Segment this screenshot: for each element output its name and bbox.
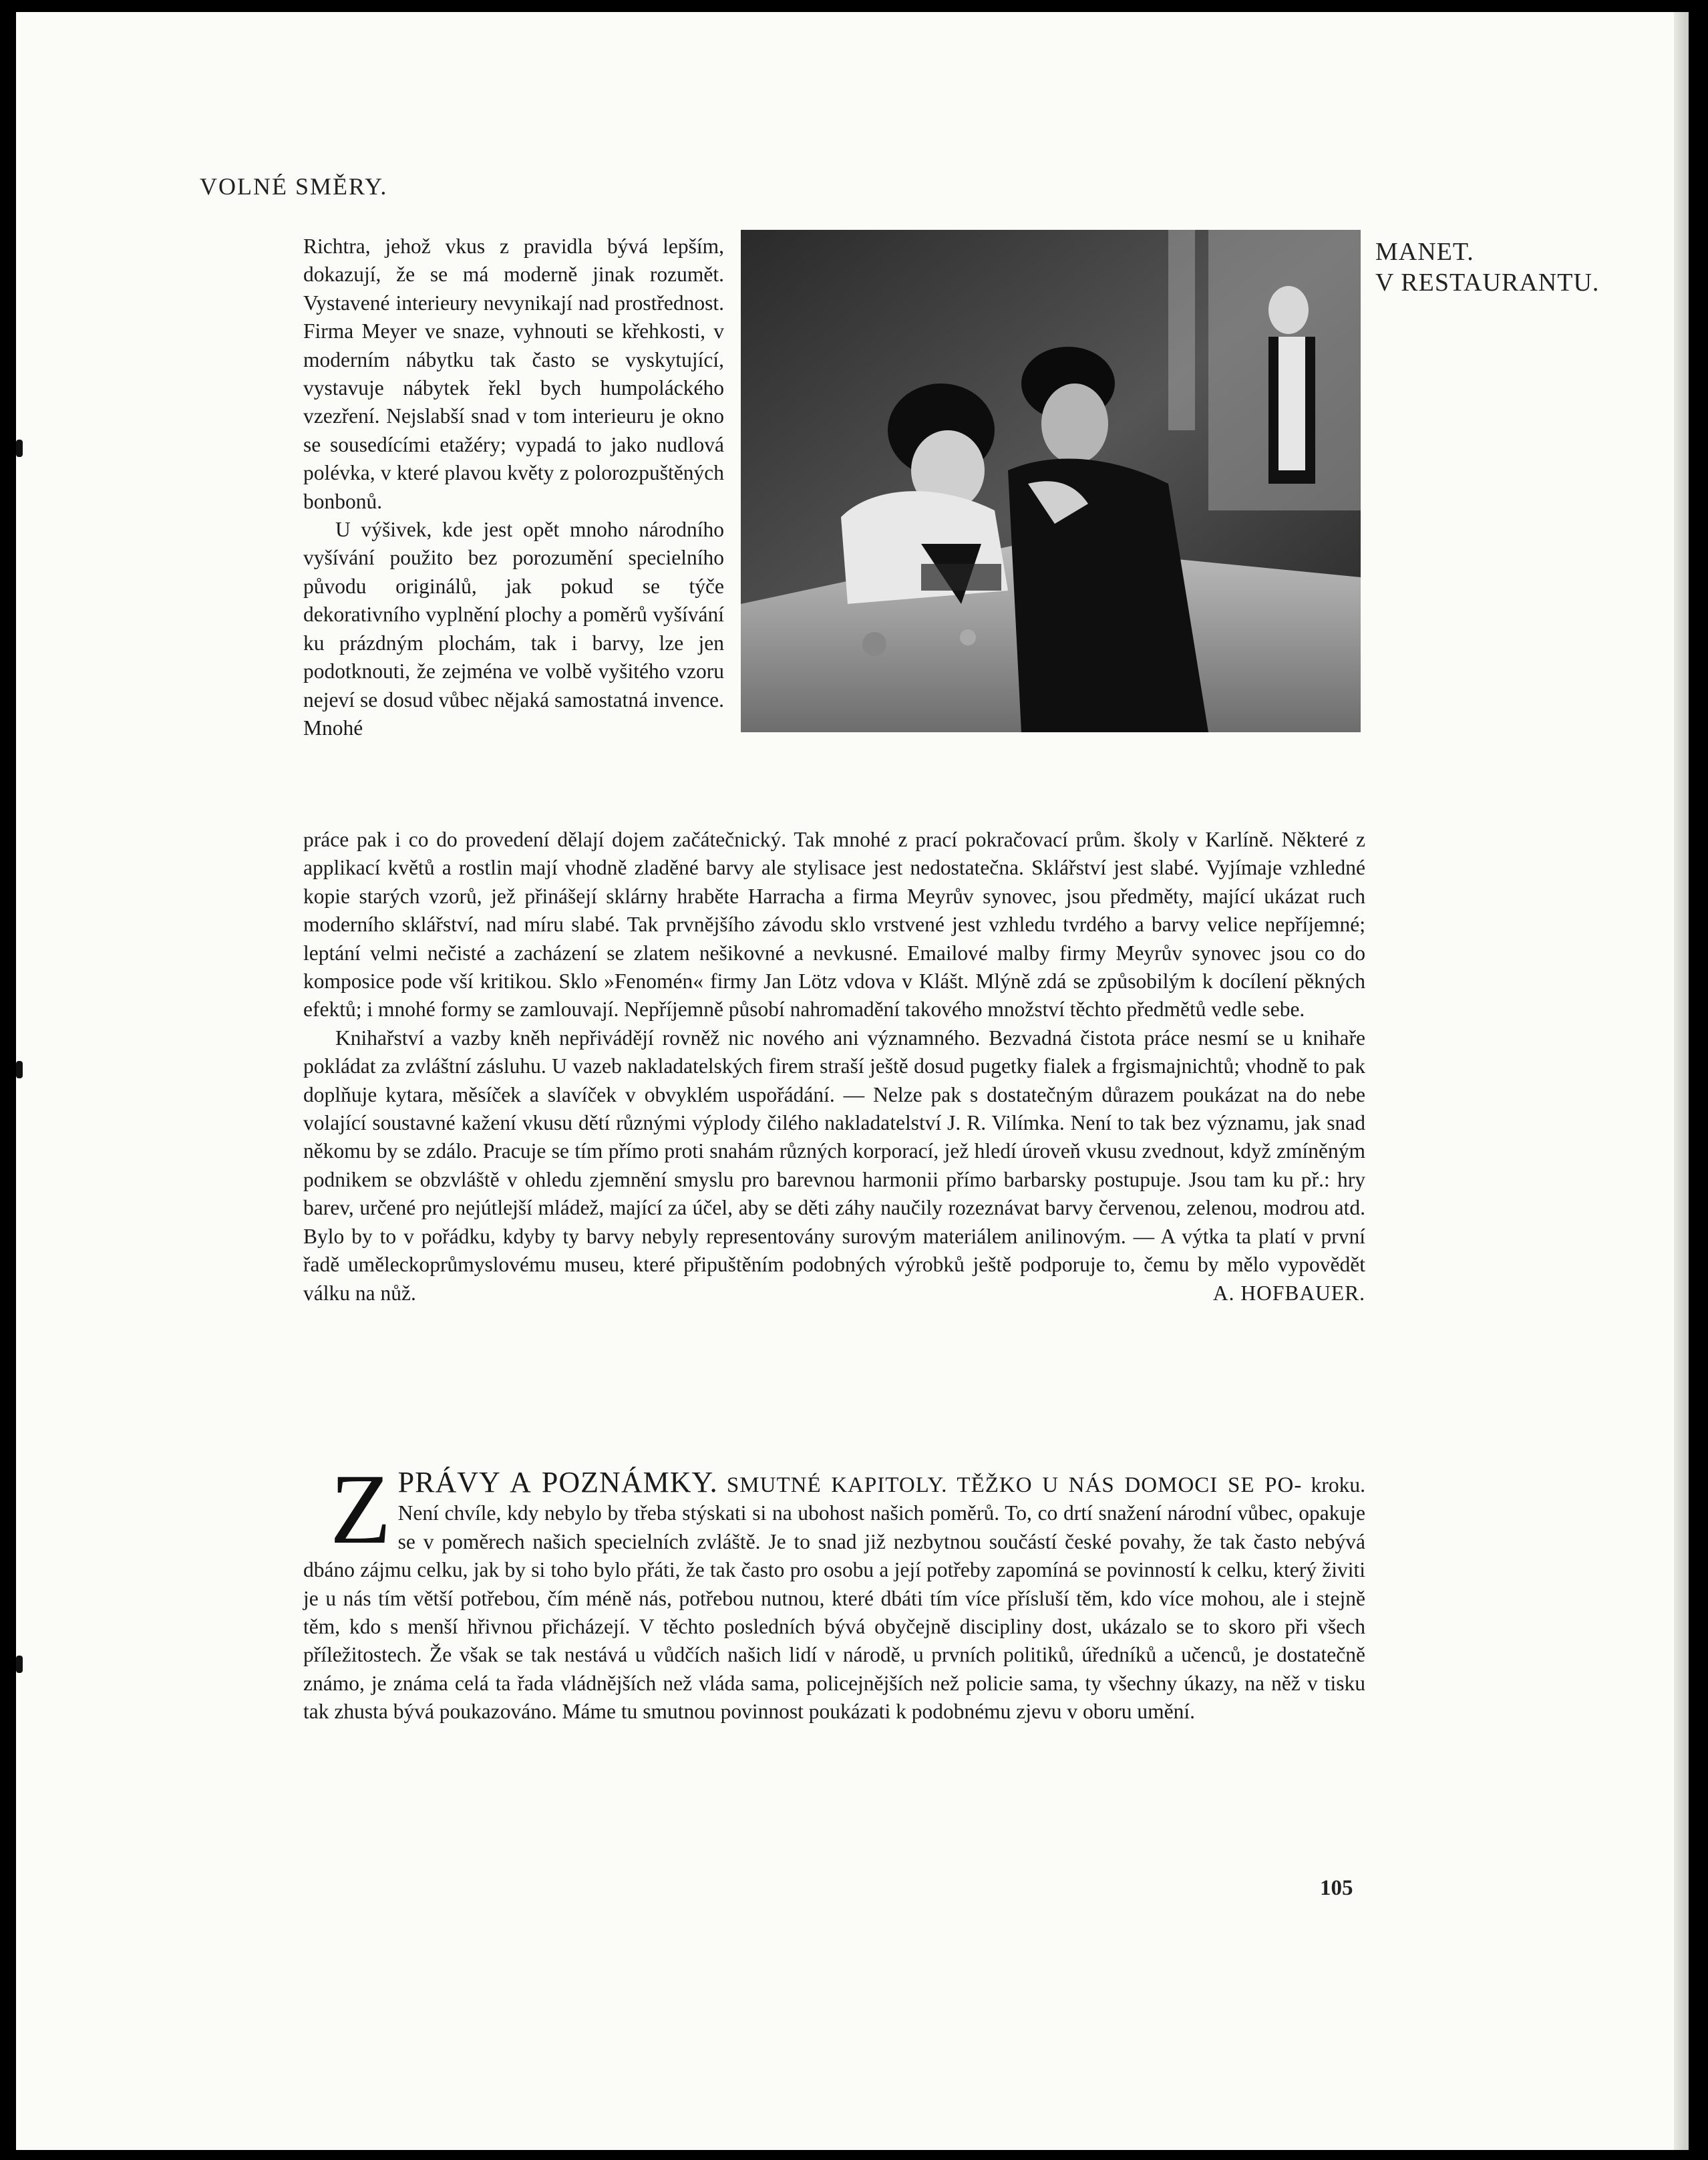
paragraph: Richtra, jehož vkus z pravidla bývá lepším, dokazují, že se má moderně jinak rozumět. Vystavené interieury nevynikají nad prostřednost. Firma Meyer ve snaze, vyhnouti se křehkosti, v moderním nábytku tak často se vyskytující, vystavuje nábytek řekl bych humpoláckého vzezření. Nejslabší snad v tom interieuru je okno se sousedícími etažéry; vypadá to jako nudlová polévka, v které plavou květy z polorozpuštěných bonbonů. <box>303 235 724 513</box>
manet-painting <box>741 230 1361 732</box>
page-edge <box>1674 12 1689 2150</box>
paragraph: Knihařství a vazby kněh nepřivádějí rovněž nic nového ani významného. Bezvadná čistota práce nesmí se u knihaře pokládat za zvláštní zásluhu. U vazeb nakladatelských firem straší ještě dosud pugetky fialek a frgismajnichtů; vhodně to pak doplňuje kytara, měsíček a slavíček v obvyklém uspořádání. — Nelze pak s dostatečným důrazem poukázat na do nebe volající soustavné kažení vkusu dětí různými výplody čilého nakladatelství J. R. Vilímka. Není to tak bez významu, jak snad někomu by se zdálo. Pracuje se tím přímo proti snahám různých korporací, jež hledí úroveň vkusu zvednout, když zmíněným podnikem se obzvláště v ohledu zjemnění smyslu pro barevnou harmonii přímo barbarsky postupuje. Jsou tam ku př.: hry barev, určené pro nejútlejší mládež, mající za účel, aby se děti záhy naučily rozeznávat barvy červenou, zelenou, modrou atd. Bylo by to v pořádku, kdyby ty barvy nebyly representovány surovým materiálem anilinovým. — A výtka ta platí v první řadě uměleckoprůmyslovému museu, které připuštěním podobných výrobků ještě podporuje to, čemu by mělo vypovědět válku na nůž. <box>303 1026 1365 1305</box>
page <box>16 12 1689 2150</box>
picture-caption <box>1375 237 1599 298</box>
painting-image <box>741 230 1361 732</box>
caption-line-2: V RESTAURANTU. <box>1375 269 1600 297</box>
section-body: kroku. Není chvíle, kdy nebylo by třeba stýskati si na ubohost našich poměrů. To, co drtí snažení národní vůbec, opakuje se v poměrech našich specielních zvláště. Je to snad již nezbytnou součástí české povahy, že tak často nebývá dbáno zájmu celku, jak by si toho bylo přáti, že tak často pro osobu a její potřeby zapomíná se povinností k celku, který živiti je u nás tím větší potřebou, čím méně nás, potřebou nutnou, které dbáti tím více přísluší těm, kdo více mohou, ale i stejně těm, kdo s menší hřivnou přicházejí. V těchto posledních bývá obyčejně discipliny dost, ukázalo se to skoro při všech příležitostech. Že však se tak nestává u vůdčích našich lidí v národě, u prvních politiků, úředníků a učenců, je dostatečně známo, je známa celá ta řada vládnějších než vláda sama, policejnějších než policie sama, ty všechny úkazy, na něž v tisku tak zhusta bývá poukazováno. Máme tu smutnou povinnost poukázati k podobnému zjevu v oboru umění. <box>303 1473 1366 1724</box>
paragraph: práce pak i co do provedení dělají dojem začátečnický. Tak mnohé z prací pokračovací prům. školy v Karlíně. Některé z applikací květů a rostlin mají vhodně zladěné barvy ale stylisace jest nedostatečna. Sklářství jest slabé. Vyjímaje vzhledné kopie starých vzorů, jež přinášejí sklárny hraběte Harracha a firma Meyrův synovec, jsou předměty, mající ukázat ruch moderního sklářství, nad míru slabé. Tak prvnějšího závodu sklo vrstvené jest vzhledu tvrdého a barvy velice nepříjemné; leptání velmi nečisté a zacházení se zlatem nešikovné a nevkusné. Emailové malby firmy Meyrův synovec jsou co do komposice pode vší kritikou. Sklo »Fenomén« firmy Jan Lötz vdova v Klášt. Mlýně zdá se způsobilým k docílení pěkných efektů; i mnohé formy se zamlouvají. Nepříjemně působí nahromadění takového množství těchto předmětů vedle sebe. <box>303 828 1365 1022</box>
author-signature: A. HOFBAUER. <box>1212 1281 1365 1305</box>
section-title: PRÁVY A POZNÁMKY. <box>397 1466 718 1499</box>
binding-mark <box>16 1656 23 1673</box>
paragraph: U výšivek, kde jest opět mnoho národního vyšívání použito bez porozumění specielního původu originálů, jak pokud se týče dekorativního vyplnění plochy a poměrů vyšívání ku prázdným plochám, tak i barvy, lze jen podotknouti, že zejména ve volbě vyšitého vzoru nejeví se dosud vůbec nějaká samostatná invence. Mnohé <box>303 518 724 740</box>
drop-cap: Z <box>330 1454 391 1565</box>
running-head: VOLNÉ SMĚRY. <box>200 173 388 200</box>
caption-line-1: MANET. <box>1375 238 1474 266</box>
binding-mark <box>16 1061 23 1078</box>
narrow-column <box>303 233 724 742</box>
page-number: 105 <box>1320 1876 1353 1900</box>
news-section <box>303 1454 1366 1726</box>
binding-mark <box>16 440 23 457</box>
section-subtitle: SMUTNÉ KAPITOLY. TĚŽKO U NÁS DOMOCI SE PO- <box>726 1473 1303 1497</box>
full-column <box>303 826 1365 1307</box>
